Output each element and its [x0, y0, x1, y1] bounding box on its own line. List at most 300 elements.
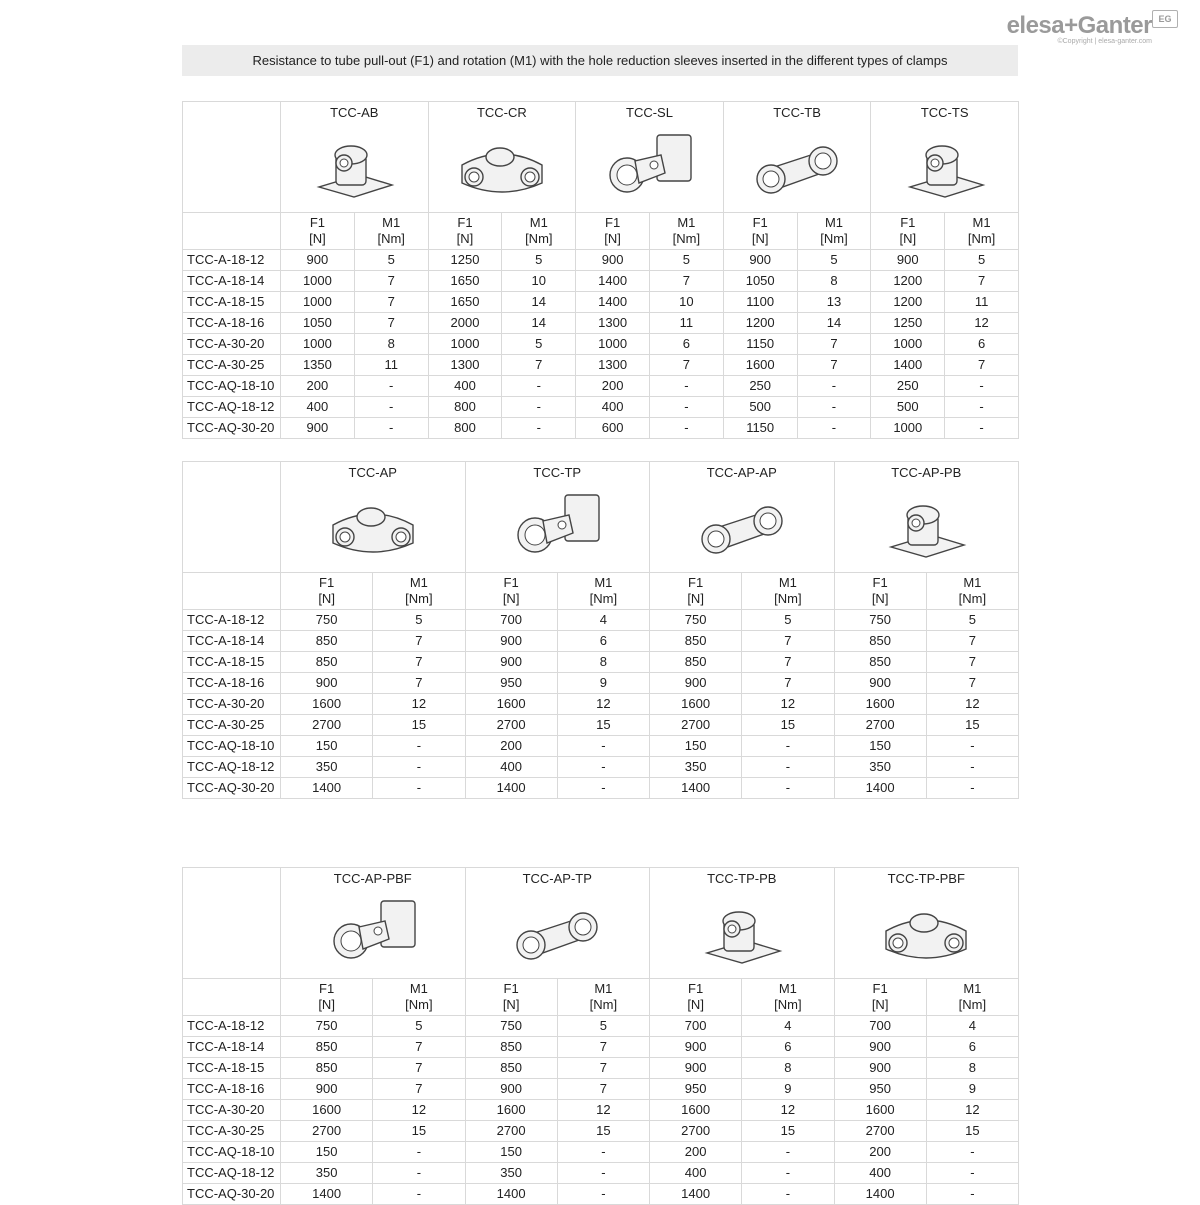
- m1-value: -: [945, 418, 1019, 439]
- f1-value: 350: [650, 757, 742, 778]
- m1-value: 7: [926, 631, 1018, 652]
- f1-label: F1: [457, 215, 473, 230]
- m1-value: 5: [557, 1016, 649, 1037]
- f1-header: [281, 979, 373, 1016]
- f1-value: 950: [834, 1079, 926, 1100]
- table-row: [183, 736, 1019, 757]
- sleeve-code: TCC-AQ-18-10: [183, 376, 281, 397]
- m1-value: 5: [797, 250, 871, 271]
- m1-value: 12: [926, 1100, 1018, 1121]
- m1-value: -: [373, 757, 465, 778]
- f1-value: 900: [834, 673, 926, 694]
- f1-label: F1: [503, 981, 519, 996]
- table-row: [183, 355, 1019, 376]
- f1-header: [650, 979, 742, 1016]
- product-header: [834, 462, 1019, 573]
- f1-value: 350: [281, 1163, 373, 1184]
- m1-value: 5: [742, 610, 834, 631]
- table-row: [183, 1142, 1019, 1163]
- m1-value: -: [373, 1163, 465, 1184]
- m1-value: -: [797, 418, 871, 439]
- m1-value: -: [557, 1184, 649, 1205]
- f1-value: 2700: [650, 1121, 742, 1142]
- m1-header: [926, 573, 1018, 610]
- f1-header: [834, 979, 926, 1016]
- f1-value: 150: [465, 1142, 557, 1163]
- sleeve-code: TCC-AQ-18-12: [183, 757, 281, 778]
- table-row: [183, 1100, 1019, 1121]
- f1-value: 900: [650, 1058, 742, 1079]
- product-header: [428, 102, 576, 213]
- f1-value: 2000: [428, 313, 502, 334]
- table-row: [183, 652, 1019, 673]
- f1-label: F1: [872, 981, 888, 996]
- sleeve-code: TCC-A-30-25: [183, 1121, 281, 1142]
- sleeve-code: TCC-A-30-20: [183, 334, 281, 355]
- sleeve-code: TCC-A-18-12: [183, 1016, 281, 1037]
- f1-value: 900: [871, 250, 945, 271]
- table-row: [183, 1079, 1019, 1100]
- resistance-table-3: [182, 867, 1019, 1205]
- f1-value: 200: [650, 1142, 742, 1163]
- m1-value: 6: [742, 1037, 834, 1058]
- table-row: [183, 313, 1019, 334]
- corner-cell: [183, 462, 281, 573]
- f1-value: 950: [465, 673, 557, 694]
- m1-value: 7: [649, 355, 723, 376]
- f1-value: 2700: [834, 715, 926, 736]
- m1-value: -: [742, 736, 834, 757]
- elesa-ganter-logo: [1002, 6, 1182, 46]
- product-header: [576, 102, 724, 213]
- m1-value: 7: [373, 652, 465, 673]
- product-name: TCC-TP-PB: [707, 871, 777, 886]
- m1-unit: [Nm]: [589, 591, 618, 606]
- m1-value: -: [502, 397, 576, 418]
- f1-header: [281, 213, 355, 250]
- m1-value: 8: [557, 652, 649, 673]
- sleeve-code: TCC-AQ-18-12: [183, 1163, 281, 1184]
- f1-value: 950: [650, 1079, 742, 1100]
- m1-value: 15: [926, 1121, 1018, 1142]
- m1-value: -: [373, 1184, 465, 1205]
- table-row: [183, 334, 1019, 355]
- f1-value: 1400: [465, 778, 557, 799]
- product-name: TCC-TP: [533, 465, 582, 480]
- f1-value: 1400: [465, 1184, 557, 1205]
- m1-value: -: [945, 376, 1019, 397]
- f1-value: 2700: [281, 1121, 373, 1142]
- f1-value: 350: [281, 757, 373, 778]
- f1-value: 200: [465, 736, 557, 757]
- m1-value: 10: [502, 271, 576, 292]
- m1-value: 5: [373, 1016, 465, 1037]
- table-row: [183, 292, 1019, 313]
- m1-value: 12: [373, 694, 465, 715]
- f1-unit: [N]: [604, 231, 621, 246]
- corner-cell: [183, 868, 281, 979]
- m1-value: 5: [502, 334, 576, 355]
- product-header: [465, 462, 650, 573]
- f1-unit: [N]: [871, 591, 889, 606]
- f1-value: 1200: [871, 292, 945, 313]
- unit-corner-cell: [183, 979, 281, 1016]
- f1-value: 250: [871, 376, 945, 397]
- product-header-row: [183, 102, 1019, 213]
- m1-unit: [Nm]: [405, 997, 433, 1012]
- product-header: [723, 102, 871, 213]
- sleeve-code: TCC-A-30-25: [183, 355, 281, 376]
- table-row: [183, 631, 1019, 652]
- product-header: [465, 868, 650, 979]
- f1-value: 1050: [281, 313, 355, 334]
- f1-value: 700: [650, 1016, 742, 1037]
- f1-value: 1300: [576, 355, 650, 376]
- f1-value: 850: [650, 652, 742, 673]
- product-name: TCC-AP-PBF: [333, 871, 412, 886]
- f1-value: 1600: [834, 1100, 926, 1121]
- m1-value: 7: [797, 355, 871, 376]
- m1-header: [649, 213, 723, 250]
- f1-value: 750: [281, 1016, 373, 1037]
- m1-value: 7: [557, 1037, 649, 1058]
- f1-value: 1000: [281, 292, 355, 313]
- m1-value: -: [926, 1163, 1018, 1184]
- f1-unit: [N]: [751, 231, 769, 246]
- product-name: TCC-AP-PB: [891, 465, 962, 480]
- f1-value: 1050: [723, 271, 797, 292]
- product-header: [650, 462, 835, 573]
- m1-value: 5: [354, 250, 428, 271]
- logo-copyright: ©Copyright | elesa-ganter.com: [1057, 38, 1152, 45]
- m1-value: -: [354, 376, 428, 397]
- table-row: [183, 418, 1019, 439]
- m1-value: 11: [945, 292, 1019, 313]
- f1-value: 1400: [281, 778, 373, 799]
- m1-value: 15: [373, 715, 465, 736]
- table-row: [183, 1037, 1019, 1058]
- m1-value: -: [742, 757, 834, 778]
- f1-value: 400: [281, 397, 355, 418]
- f1-label: F1: [605, 215, 621, 230]
- m1-value: 11: [354, 355, 428, 376]
- f1-header: [576, 213, 650, 250]
- f1-value: 900: [281, 673, 373, 694]
- f1-unit: [N]: [456, 231, 474, 246]
- table-caption: Resistance to tube pull-out (F1) and rotation (M1) with the hole reduction sleeves inserted in the different types of clamps: [182, 45, 1018, 76]
- m1-value: -: [649, 418, 723, 439]
- m1-value: 9: [557, 673, 649, 694]
- product-name: TCC-AP-AP: [706, 465, 777, 480]
- m1-header: [797, 213, 871, 250]
- f1-value: 1300: [428, 355, 502, 376]
- m1-value: -: [373, 736, 465, 757]
- sleeve-code: TCC-A-18-16: [183, 673, 281, 694]
- m1-value: 9: [926, 1079, 1018, 1100]
- product-name: TCC-CR: [476, 105, 527, 120]
- m1-value: 12: [742, 1100, 834, 1121]
- table-row: [183, 376, 1019, 397]
- m1-unit: [Nm]: [958, 591, 987, 606]
- unit-corner-cell: [183, 573, 281, 610]
- m1-value: -: [649, 397, 723, 418]
- f1-value: 1400: [281, 1184, 373, 1205]
- table-row: [183, 1058, 1019, 1079]
- product-name: TCC-SL: [626, 105, 673, 120]
- product-header: [281, 102, 429, 213]
- f1-value: 750: [650, 610, 742, 631]
- m1-value: 7: [649, 271, 723, 292]
- m1-unit: [Nm]: [405, 591, 433, 606]
- m1-value: 7: [557, 1058, 649, 1079]
- m1-value: 7: [945, 355, 1019, 376]
- f1-header: [428, 213, 502, 250]
- m1-header: [502, 213, 576, 250]
- f1-value: 200: [281, 376, 355, 397]
- m1-value: 7: [373, 1037, 465, 1058]
- f1-label: F1: [503, 575, 519, 590]
- m1-value: 7: [557, 1079, 649, 1100]
- m1-value: 12: [373, 1100, 465, 1121]
- product-name: TCC-TB: [773, 105, 821, 120]
- f1-value: 1400: [576, 292, 650, 313]
- f1-value: 900: [281, 1079, 373, 1100]
- f1-value: 1600: [281, 694, 373, 715]
- sleeve-code: TCC-AQ-18-10: [183, 736, 281, 757]
- f1-value: 1000: [576, 334, 650, 355]
- m1-value: 14: [502, 292, 576, 313]
- m1-value: 7: [373, 1058, 465, 1079]
- f1-unit: [N]: [899, 231, 917, 246]
- m1-value: -: [557, 1163, 649, 1184]
- m1-value: -: [945, 397, 1019, 418]
- f1-value: 200: [576, 376, 650, 397]
- f1-value: 800: [428, 397, 502, 418]
- unit-row: [183, 213, 1019, 250]
- m1-value: -: [926, 778, 1018, 799]
- f1-value: 1600: [650, 1100, 742, 1121]
- f1-value: 1300: [576, 313, 650, 334]
- m1-header: [373, 979, 465, 1016]
- resistance-table-1: [182, 101, 1019, 439]
- f1-value: 850: [465, 1037, 557, 1058]
- m1-label: M1: [963, 575, 982, 590]
- m1-value: 14: [797, 313, 871, 334]
- m1-value: 7: [354, 313, 428, 334]
- f1-value: 1200: [723, 313, 797, 334]
- m1-value: 12: [926, 694, 1018, 715]
- clamp-illustration-icon: [747, 125, 847, 207]
- m1-header: [557, 979, 649, 1016]
- f1-value: 850: [281, 631, 373, 652]
- logo-badge: EG: [1152, 10, 1178, 28]
- m1-value: 5: [945, 250, 1019, 271]
- m1-header: [945, 213, 1019, 250]
- m1-unit: [Nm]: [589, 997, 618, 1012]
- m1-header: [742, 979, 834, 1016]
- clamp-illustration-icon: [599, 125, 699, 207]
- m1-value: 11: [649, 313, 723, 334]
- f1-value: 1200: [871, 271, 945, 292]
- m1-value: 12: [557, 1100, 649, 1121]
- m1-value: 8: [742, 1058, 834, 1079]
- f1-value: 200: [834, 1142, 926, 1163]
- table-row: [183, 397, 1019, 418]
- m1-unit: [Nm]: [774, 997, 802, 1012]
- f1-value: 1350: [281, 355, 355, 376]
- m1-value: -: [926, 757, 1018, 778]
- m1-value: -: [502, 418, 576, 439]
- product-header-row: [183, 868, 1019, 979]
- m1-value: 7: [742, 652, 834, 673]
- m1-label: M1: [529, 215, 548, 230]
- product-name: TCC-AB: [330, 105, 379, 120]
- f1-value: 150: [650, 736, 742, 757]
- clamp-illustration-icon: [692, 891, 792, 973]
- f1-unit: [N]: [502, 997, 520, 1012]
- f1-value: 2700: [281, 715, 373, 736]
- clamp-illustration-icon: [507, 891, 607, 973]
- f1-label: F1: [319, 981, 335, 996]
- clamp-illustration-icon: [323, 485, 423, 567]
- m1-value: -: [354, 418, 428, 439]
- f1-value: 1000: [871, 334, 945, 355]
- m1-value: 6: [945, 334, 1019, 355]
- f1-value: 500: [723, 397, 797, 418]
- f1-value: 850: [281, 1058, 373, 1079]
- f1-header: [834, 573, 926, 610]
- m1-value: -: [557, 1142, 649, 1163]
- table-row: [183, 1016, 1019, 1037]
- m1-value: 8: [926, 1058, 1018, 1079]
- f1-value: 1600: [281, 1100, 373, 1121]
- m1-value: 8: [354, 334, 428, 355]
- f1-value: 850: [281, 1037, 373, 1058]
- sleeve-code: TCC-A-30-20: [183, 694, 281, 715]
- m1-header: [926, 979, 1018, 1016]
- m1-label: M1: [824, 215, 843, 230]
- f1-value: 1400: [576, 271, 650, 292]
- table-row: [183, 271, 1019, 292]
- m1-value: 15: [557, 1121, 649, 1142]
- m1-value: -: [557, 757, 649, 778]
- sleeve-code: TCC-A-30-20: [183, 1100, 281, 1121]
- f1-value: 700: [834, 1016, 926, 1037]
- unit-corner-cell: [183, 213, 281, 250]
- f1-value: 500: [871, 397, 945, 418]
- m1-value: -: [742, 778, 834, 799]
- table-row: [183, 1163, 1019, 1184]
- corner-cell: [183, 102, 281, 213]
- m1-value: 15: [742, 1121, 834, 1142]
- m1-unit: [Nm]: [525, 231, 553, 246]
- m1-unit: [Nm]: [958, 997, 987, 1012]
- product-name: TCC-AP-TP: [522, 871, 592, 886]
- m1-label: M1: [963, 981, 982, 996]
- f1-header: [281, 573, 373, 610]
- clamp-illustration-icon: [895, 125, 995, 207]
- m1-unit: [Nm]: [774, 591, 802, 606]
- m1-value: 6: [557, 631, 649, 652]
- logo-brand: elesa+Ganter: [1006, 12, 1152, 39]
- m1-label: M1: [409, 575, 428, 590]
- m1-value: -: [354, 397, 428, 418]
- m1-value: 7: [354, 292, 428, 313]
- m1-label: M1: [382, 215, 401, 230]
- table-row: [183, 610, 1019, 631]
- f1-value: 400: [576, 397, 650, 418]
- m1-value: 6: [926, 1037, 1018, 1058]
- f1-value: 1400: [650, 778, 742, 799]
- f1-value: 900: [650, 1037, 742, 1058]
- m1-value: 15: [373, 1121, 465, 1142]
- f1-value: 900: [465, 1079, 557, 1100]
- f1-value: 900: [576, 250, 650, 271]
- table-row: [183, 673, 1019, 694]
- clamp-illustration-icon: [876, 485, 976, 567]
- m1-value: -: [926, 1184, 1018, 1205]
- m1-label: M1: [778, 981, 797, 996]
- f1-value: 400: [834, 1163, 926, 1184]
- m1-header: [354, 213, 428, 250]
- f1-value: 900: [650, 673, 742, 694]
- product-name: TCC-TS: [920, 105, 969, 120]
- f1-value: 1400: [834, 778, 926, 799]
- f1-value: 1000: [871, 418, 945, 439]
- m1-value: 8: [797, 271, 871, 292]
- f1-value: 700: [465, 610, 557, 631]
- f1-value: 1400: [650, 1184, 742, 1205]
- m1-unit: [Nm]: [820, 231, 848, 246]
- m1-value: 7: [373, 1079, 465, 1100]
- sleeve-code: TCC-A-18-15: [183, 292, 281, 313]
- f1-unit: [N]: [318, 591, 335, 606]
- f1-value: 1600: [834, 694, 926, 715]
- m1-value: 15: [742, 715, 834, 736]
- f1-header: [465, 979, 557, 1016]
- f1-value: 1400: [834, 1184, 926, 1205]
- f1-value: 1100: [723, 292, 797, 313]
- m1-value: -: [926, 736, 1018, 757]
- clamp-illustration-icon: [304, 125, 404, 207]
- m1-header: [373, 573, 465, 610]
- m1-value: -: [373, 1142, 465, 1163]
- m1-value: 15: [926, 715, 1018, 736]
- product-header: [871, 102, 1019, 213]
- product-header: [281, 462, 466, 573]
- f1-unit: [N]: [309, 231, 326, 246]
- f1-header: [871, 213, 945, 250]
- m1-value: 7: [926, 673, 1018, 694]
- m1-value: -: [742, 1163, 834, 1184]
- m1-value: 7: [373, 631, 465, 652]
- clamp-illustration-icon: [452, 125, 552, 207]
- m1-value: 4: [742, 1016, 834, 1037]
- sleeve-code: TCC-A-18-14: [183, 631, 281, 652]
- f1-unit: [N]: [687, 997, 704, 1012]
- m1-value: 12: [742, 694, 834, 715]
- m1-label: M1: [594, 575, 613, 590]
- m1-value: 7: [354, 271, 428, 292]
- unit-row: [183, 573, 1019, 610]
- m1-value: -: [742, 1184, 834, 1205]
- f1-value: 900: [465, 652, 557, 673]
- m1-value: -: [502, 376, 576, 397]
- f1-value: 900: [281, 250, 355, 271]
- product-name: TCC-AP: [348, 465, 397, 480]
- sleeve-code: TCC-AQ-30-20: [183, 418, 281, 439]
- f1-unit: [N]: [687, 591, 704, 606]
